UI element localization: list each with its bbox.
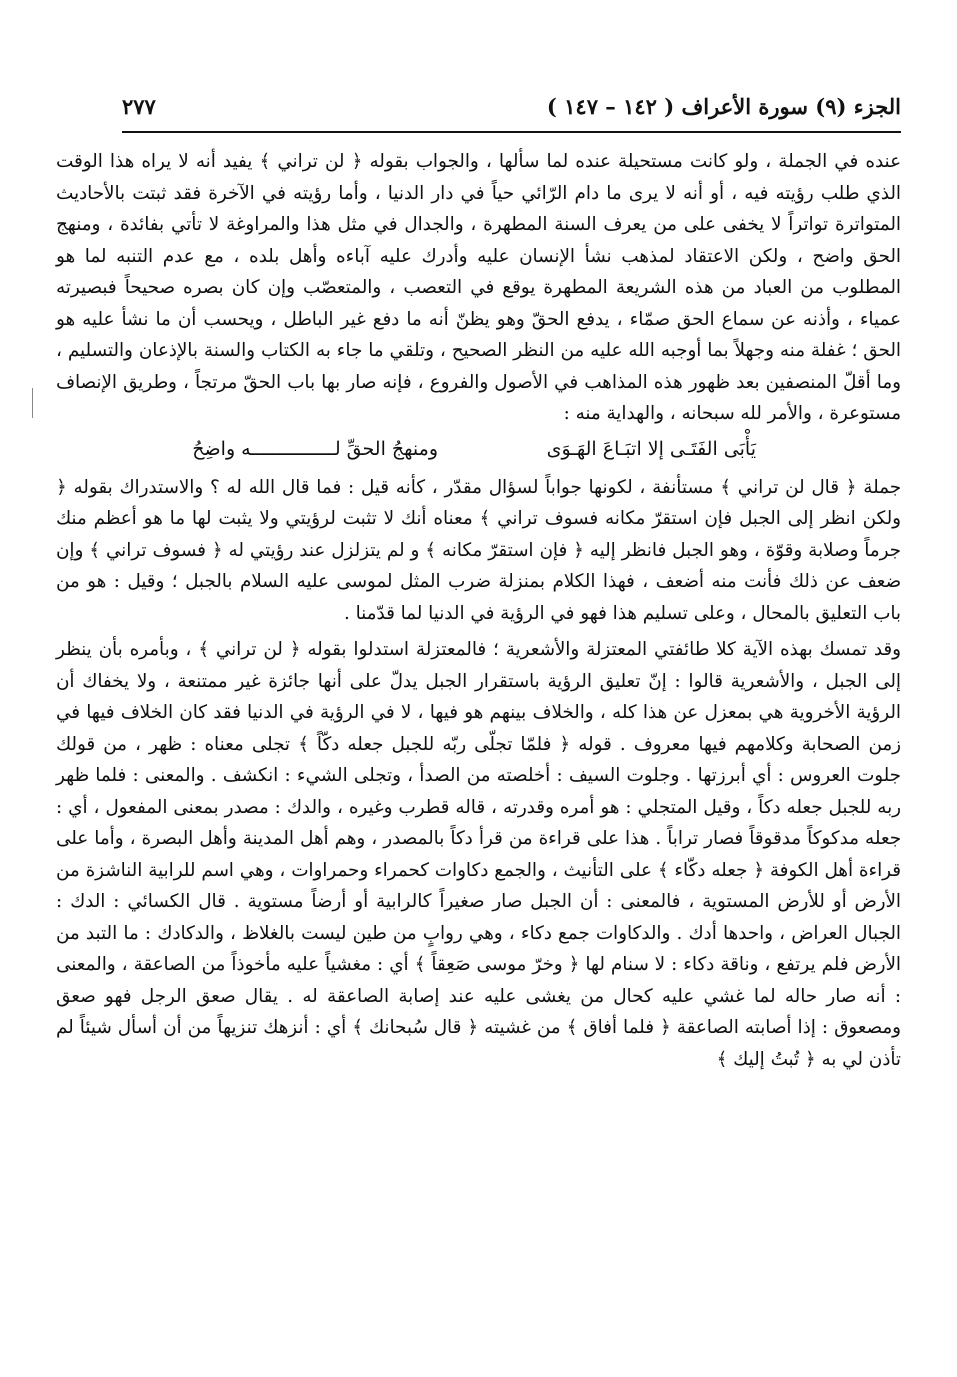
- header-divider: [122, 131, 901, 133]
- paragraph-3: وقد تمسك بهذه الآية كلا طائفتي المعتزلة والأشعرية ؛ فالمعتزلة استدلوا بقوله ﴿ لن تراني ﴾ ، وبأمره بأن ينظر إلى الجبل ، والأشعرية قالوا : إنّ تعليق الرؤية باستقرار الجبل يدلّ على أنها جائزة غير ممتنعة ، ولا يخفاك أن الرؤية الأخروية هي بمعزل عن هذا كله ، والخلاف بينهم هو فيها ، لا في الرؤية في الدنيا فقد كان الخلاف فيها في زمن الصحابة وكلامهم فيها معروف . قوله ﴿ فلمّا تجلّى ربّه للجبل جعله دكّاً ﴾ تجلى معناه : ظهر ، من قولك جلوت العروس : أي أبرزتها . وجلوت السيف : أخلصته من الصدأ ، وتجلى الشيء : انكشف . والمعنى : فلما ظهر ربه للجبل جعله دكاً ، وقيل المتجلي : هو أمره وقدرته ، قاله قطرب وغيره ، والدك : مصدر بمعنى المفعول ، أي : جعله مدكوكاً مدقوقاً فصار تراباً . هذا على قراءة من قرأ دكاً بالمصدر ، وهم أهل المدينة وأهل البصرة ، وأما على قراءة أهل الكوفة ﴿ جعله دكّاء ﴾ على التأنيث ، والجمع دكاوات كحمراء وحمراوات ، وهي اسم للرابية الناشزة من الأرض أو للأرض المستوية ، فالمعنى : أن الجبل صار صغيراً كالرابية أو أرضاً مستوية . قال الكسائي : الدك : الجبال العراض ، واحدها أدك . والدكاوات جمع دكاء ، وهي روابٍ من طين ليست بالغلاظ ، والدكادك : ما التبد من الأرض فلم يرتفع ، وناقة دكاء : لا سنام لها ﴿ وخرّ موسى صَعِقاً ﴾ أي : مغشياً عليه مأخوذاً من الصاعقة ، والمعنى : أنه صار حاله لما غشي عليه كحال من يغشى عليه عند إصابة الصاعقة له . يقال صعق الرجل فهو صعق ومصعوق : إذا أصابته الصاعقة ﴿ فلما أفاق ﴾ من غشيته ﴿ قال سُبحانك ﴾ أي : أنزهك تنزيهاً من أن أسأل شيئاً لم تأذن لي به ﴿ تُبتُ إليك ﴾: [56, 639, 901, 1070]
- paragraph-1: عنده في الجملة ، ولو كانت مستحيلة عنده لما سألها ، والجواب بقوله ﴿ لن تراني ﴾ يفيد أنه لا يراه هذا الوقت الذي طلب رؤيته فيه ، أو أنه لا يرى ما دام الرّائي حياً في دار الدنيا ، وأما رؤيته في الآخرة فقد ثبتت بالأحاديث المتواترة تواتراً لا يخفى على من يعرف السنة المطهرة ، والجدال في مثل هذا والمراوغة لا تأتي بفائدة ، ومنهج الحق واضح ، ولكن الاعتقاد لمذهب نشأ الإنسان عليه وأدرك عليه آباءه وأهل بلده ، مع عدم التنبه لما هو المطلوب من العباد من هذه الشريعة المطهرة يوقع في التعصب ، والمتعصّب وإن كان بصره صحيحاً فبصيرته عمياء ، وأذنه عن سماع الحق صمّاء ، يدفع الحقّ وهو يظنّ أنه ما دفع غير الباطل ، ويحسب أن ما نشأ عليه هو الحق ؛ غفلة منه وجهلاً بما أوجبه الله عليه من النظر الصحيح ، وتلقي ما جاء به الكتاب والسنة بالإذعان والتسليم ، وما أقلّ المنصفين بعد ظهور هذه المذاهب في الأصول والفروع ، فإنه صار بها باب الحقّ مرتجاً ، وطريق الإنصاف مستوعرة ، والأمر لله سبحانه ، والهداية منه :: [56, 151, 901, 424]
- page-number: ٢٧٧: [122, 94, 156, 119]
- paragraph-2: جملة ﴿ قال لن تراني ﴾ مستأنفة ، لكونها جواباً لسؤال مقدّر ، كأنه قيل : فما قال الله له ؟ والاستدراك بقوله ﴿ ولكن انظر إلى الجبل فإن استقرّ مكانه فسوف تراني ﴾ معناه أنك لا تثبت لرؤيتي ولا يثبت لها ما هو أعظم منك جرماً وصلابة وقوّة ، وهو الجبل فانظر إليه ﴿ فإن استقرّ مكانه ﴾ و لم يتزلزل عند رؤيتي له ﴿ فسوف تراني ﴾ وإن ضعف عن ذلك فأنت منه أضعف ، فهذا الكلام بمنزلة ضرب المثل لموسى عليه السلام بالجبل ؛ وقيل : هو من باب التعليق بالمحال ، وعلى تسليم هذا فهو في الرؤية في الدنيا لما قدّمنا .: [56, 476, 901, 624]
- page-body: [56, 146, 901, 1075]
- margin-mark: [32, 388, 33, 418]
- poetry-verse: [56, 432, 901, 468]
- verse-second-hemistich: ومنهجُ الحقِّ لـــــــــــــــه واضِحُ: [192, 437, 438, 460]
- header-title: الجزء (٩) سورة الأعراف ( ١٤٢ – ١٤٧ ): [546, 94, 901, 119]
- verse-first-hemistich: يَأْبَى الفَتَـى إلا اتبَـاعَ الهَـوَى: [546, 437, 756, 460]
- running-header: [122, 94, 901, 128]
